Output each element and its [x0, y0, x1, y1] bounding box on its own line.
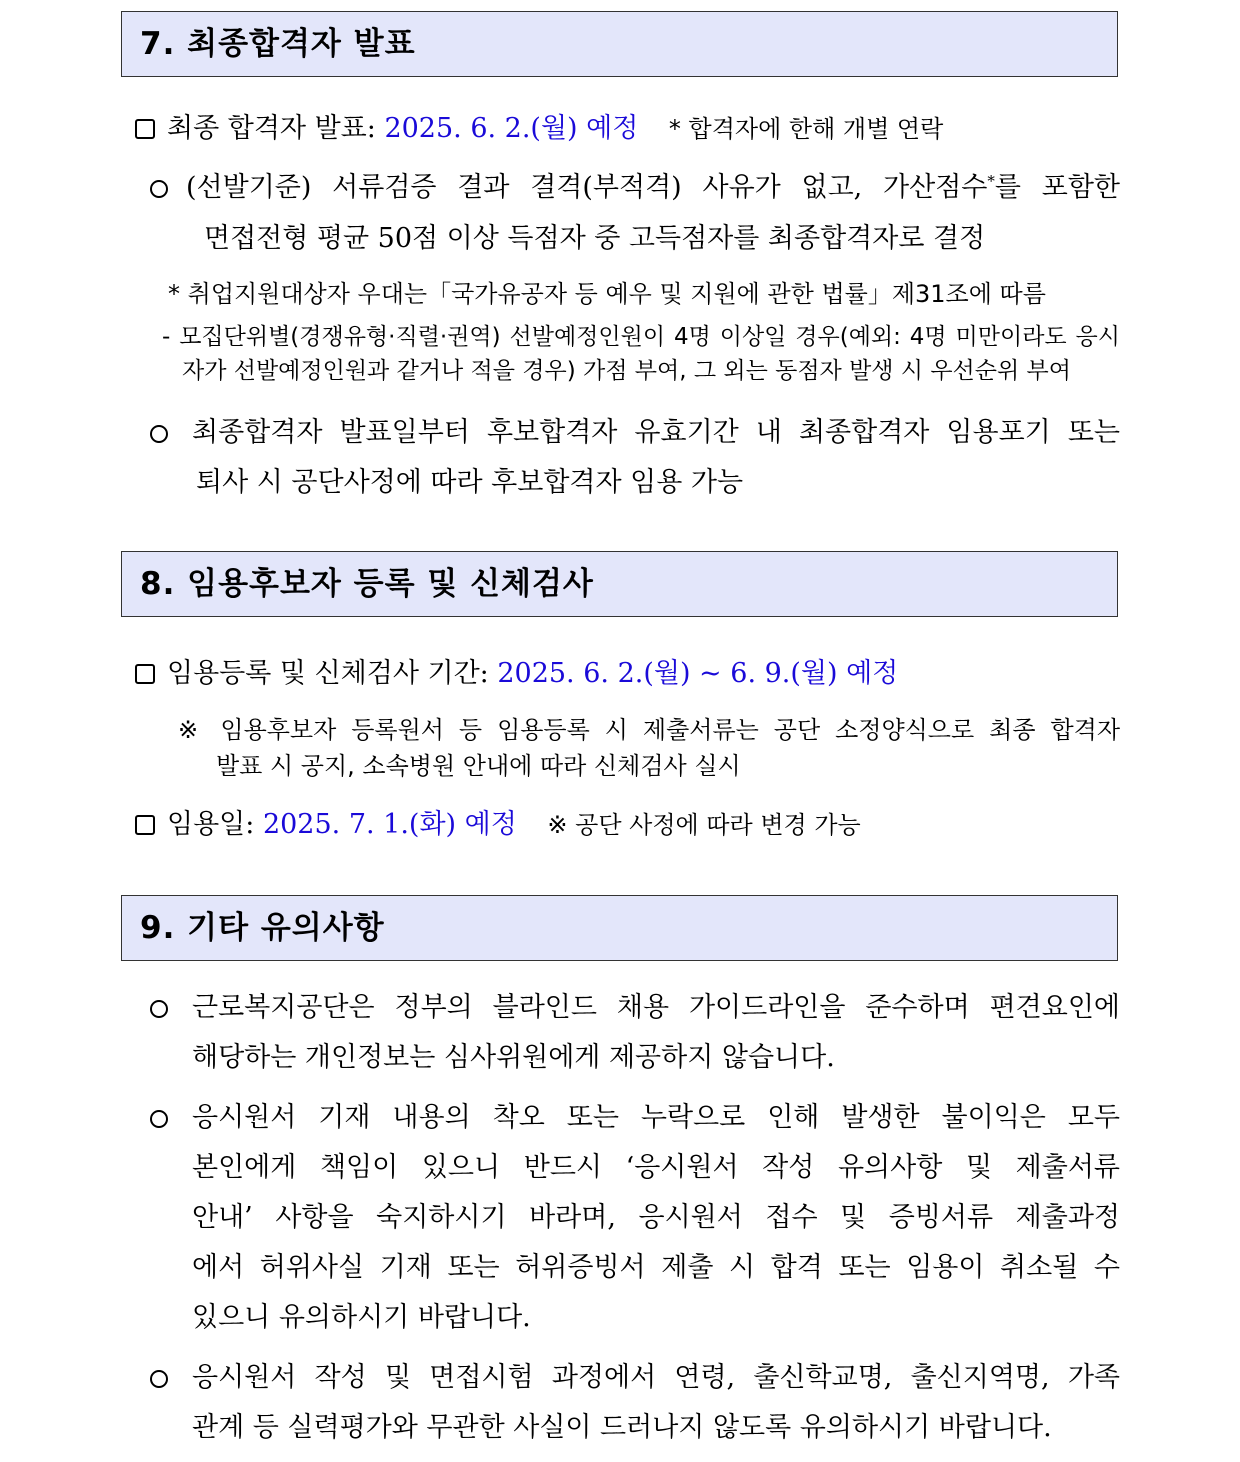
period-label: 임용등록 및 신체검사 기간: — [167, 658, 489, 689]
responsibility-line-3: 안내’ 사항을 숙지하시기 바라며, 응시원서 접수 및 증빙서류 제출과정 — [192, 1202, 1120, 1233]
reserve-line-2: 퇴사 시 공단사정에 따라 후보합격자 임용 가능 — [196, 467, 744, 498]
responsibility-line-2: 본인에게 책임이 있으니 반드시 ‘응시원서 작성 유의사항 및 제출서류 — [192, 1152, 1120, 1183]
personal-info-line-2: 관계 등 실력평가와 무관한 사실이 드러나지 않도록 유의하시기 바랍니다. — [192, 1412, 1052, 1443]
period-date: 2025. 6. 2.(월) ~ 6. 9.(월) 예정 — [497, 658, 899, 689]
announce-note: * 합격자에 한해 개별 연락 — [668, 115, 944, 143]
section-7-header — [121, 11, 1118, 77]
section-9-header — [121, 895, 1118, 961]
appointment-date-line — [135, 808, 861, 842]
registration-period-line — [135, 657, 898, 691]
section-7-title: 7. 최종합격자 발표 — [140, 26, 416, 62]
circle-bullet-icon — [150, 180, 182, 202]
final-announce-line — [135, 112, 943, 146]
section-8-title: 8. 임용후보자 등록 및 신체검사 — [140, 566, 594, 602]
checkbox-square-icon — [135, 664, 155, 684]
circle-bullet-icon — [150, 1370, 182, 1392]
veteran-note: * 취업지원대상자 우대는「국가유공자 등 예우 및 지원에 관한 법률」제31조에 따름 — [168, 280, 1046, 308]
section-9-title: 9. 기타 유의사항 — [140, 910, 385, 946]
criteria-line-1: (선발기준) 서류검증 결과 결격(부적격) 사유가 없고, 가산점수*를 포함한 — [186, 172, 1120, 203]
responsibility-line-1: 응시원서 기재 내용의 착오 또는 누락으로 인해 발생한 불이익은 모두 — [192, 1102, 1120, 1133]
criteria-line-2: 면접전형 평균 50점 이상 득점자 중 고득점자를 최종합격자로 결정 — [204, 223, 986, 254]
bonus-note-line-1: - 모집단위별(경쟁유형·직렬·권역) 선발예정인원이 4명 이상일 경우(예외: 4명 미만이라도 응시 — [162, 324, 1120, 350]
responsibility-line-4: 에서 허위사실 기재 또는 허위증빙서 제출 시 합격 또는 임용이 취소될 수 — [192, 1252, 1120, 1283]
section-8-header — [121, 551, 1118, 617]
bonus-note-line-2: 자가 선발예정인원과 같거나 적을 경우) 가점 부여, 그 외는 동점자 발생 시 우선순위 부여 — [182, 358, 1071, 384]
circle-bullet-icon — [150, 1110, 182, 1132]
appoint-label: 임용일: — [167, 809, 255, 840]
appoint-note: ※ 공단 사정에 따라 변경 가능 — [547, 811, 861, 839]
announce-label: 최종 합격자 발표: — [167, 113, 376, 144]
registration-note-line-2: 발표 시 공지, 소속병원 안내에 따라 신체검사 실시 — [216, 752, 741, 780]
appoint-date: 2025. 7. 1.(화) 예정 — [262, 809, 517, 840]
responsibility-line-5: 있으니 유의하시기 바랍니다. — [192, 1302, 531, 1333]
checkbox-square-icon — [135, 815, 155, 835]
announce-date: 2025. 6. 2.(월) 예정 — [384, 113, 639, 144]
reserve-line-1: 최종합격자 발표일부터 후보합격자 유효기간 내 최종합격자 임용포기 또는 — [192, 417, 1120, 448]
registration-note-line-1: ※ 임용후보자 등록원서 등 임용등록 시 제출서류는 공단 소정양식으로 최종 합격자 — [178, 716, 1120, 744]
checkbox-square-icon — [135, 119, 155, 139]
personal-info-line-1: 응시원서 작성 및 면접시험 과정에서 연령, 출신학교명, 출신지역명, 가족 — [192, 1362, 1120, 1393]
blind-hiring-line-2: 해당하는 개인정보는 심사위원에게 제공하지 않습니다. — [192, 1042, 835, 1073]
circle-bullet-icon — [150, 425, 182, 447]
circle-bullet-icon — [150, 1000, 182, 1022]
blind-hiring-line-1: 근로복지공단은 정부의 블라인드 채용 가이드라인을 준수하며 편견요인에 — [192, 992, 1120, 1023]
